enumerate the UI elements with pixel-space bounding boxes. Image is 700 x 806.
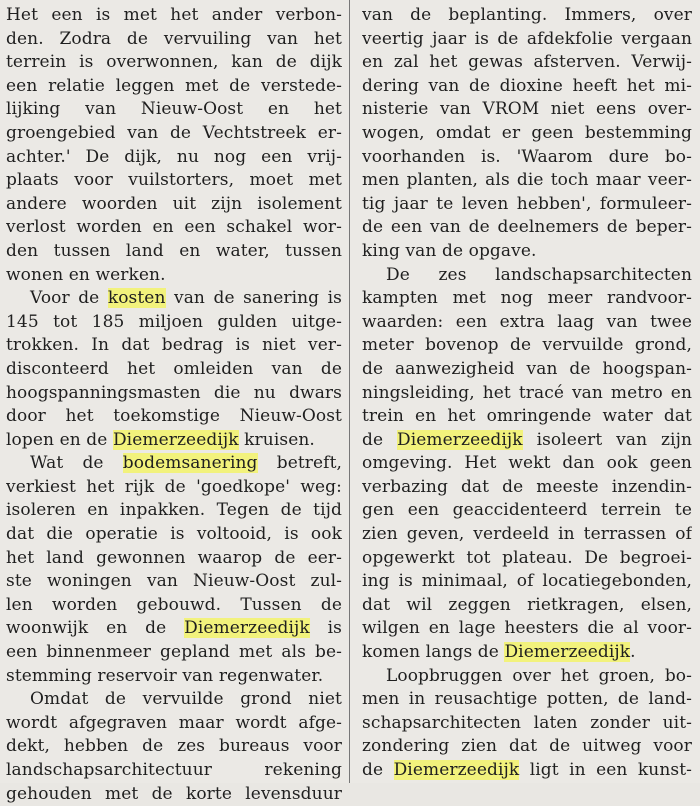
text-line: ing is minimaal, of locatiegebonden,: [362, 571, 692, 592]
text-line: en zal het gewas afsterven. Verwij-: [362, 52, 692, 73]
text-line: trokken. In dat bedrag is niet ver-: [6, 335, 342, 356]
text-line: [6, 617, 342, 641]
text-line: verbazing dat de meeste inzendin-: [362, 476, 692, 497]
text-line: landschapsarchitectuur rekening: [6, 760, 342, 780]
text-line: dat die operatie is voltooid, is ook: [6, 524, 342, 545]
text-line: de een van de deelnemers de beper-: [362, 217, 692, 238]
text-line: Loopbruggen over het groen, bo-: [386, 665, 692, 686]
text-segment: is: [309, 618, 342, 639]
text-line: veertig jaar is de afdekfolie vergaan: [362, 28, 692, 49]
highlighted-term: Diemerzeedijk: [397, 429, 523, 450]
text-segment: komen langs de: [362, 642, 505, 663]
text-segment: Voor de: [30, 288, 108, 309]
text-segment: isoleert van zijn: [522, 429, 692, 450]
text-line: [6, 429, 342, 453]
left-column: [6, 4, 342, 806]
text-line: wilgen en lage heesters die al voor-: [362, 618, 692, 639]
text-line: [362, 759, 692, 783]
text-line: door het toekomstige Nieuw-Oost: [6, 406, 342, 427]
text-line: isoleren en inpakken. Tegen de tijd: [6, 500, 342, 521]
text-line: kampten met nog meer randvoor-: [362, 288, 692, 309]
text-line: disconteerd het omleiden van de: [6, 358, 342, 379]
text-line: plaats voor vuilstorters, moet met: [6, 170, 342, 191]
text-line: dat wil zeggen rietkragen, elsen,: [362, 594, 692, 615]
text-line: voorhanden is. 'Waarom dure bo-: [362, 146, 692, 167]
text-line: gehouden met de korte levensduur: [6, 783, 342, 804]
text-line: opgewerkt tot plateau. De begroei-: [362, 547, 692, 568]
text-line: [362, 429, 692, 453]
text-line: meter bovenop de vervuilde grond,: [362, 335, 692, 356]
text-line: terrein is overwonnen, kan de dijk: [6, 52, 342, 73]
text-line: [362, 641, 692, 665]
text-line: schapsarchitecten laten zonder uit-: [362, 712, 692, 733]
text-line: omgeving. Het wekt dan ook geen: [362, 453, 692, 474]
text-line: len worden gebouwd. Tussen de: [6, 594, 342, 615]
text-line: gen een geaccidenteerd terrein te: [362, 500, 692, 521]
text-line: nisterie van VROM niet eens over-: [362, 99, 692, 120]
text-line: groengebied van de Vechtstreek er-: [6, 122, 342, 143]
text-line: [6, 452, 342, 476]
text-segment: woonwijk en de: [6, 618, 185, 639]
text-line: wordt afgegraven maar wordt afge-: [6, 712, 342, 733]
text-line: trein en het omringende water dat: [362, 406, 692, 427]
text-line: 145 tot 185 miljoen gulden uitge-: [6, 311, 342, 332]
text-line: men in reusachtige potten, de land-: [362, 689, 692, 710]
highlighted-term: Diemerzeedijk: [112, 429, 239, 450]
text-segment: betreft,: [257, 453, 342, 474]
text-segment: de: [362, 429, 397, 450]
text-line: een binnenmeer gepland met als be-: [6, 642, 342, 663]
right-column: [362, 4, 692, 783]
text-line: verkiest het rijk de 'goedkope' weg:: [6, 476, 342, 497]
text-line: een relatie leggen met de verstede-: [6, 75, 342, 96]
text-line: den tussen land en water, tussen: [6, 240, 342, 261]
text-line: andere woorden uit zijn isolement: [6, 193, 342, 214]
text-segment: van de sanering is: [165, 288, 342, 309]
text-line: De zes landschapsarchitecten: [386, 264, 692, 285]
highlighted-term: Diemerzeedijk: [393, 760, 520, 780]
text-line: wonen en werken.: [6, 264, 166, 285]
text-line: hoogspanningsmasten die nu dwars: [6, 382, 342, 403]
text-line: achter.' De dijk, nu nog een vrij-: [6, 146, 342, 167]
text-line: het land gewonnen waarop de eer-: [6, 547, 342, 568]
text-line: lijking van Nieuw-Oost en het: [6, 99, 342, 120]
text-line: stemming reservoir van regenwater.: [6, 665, 324, 686]
text-line: dering van de dioxine heeft het mi-: [362, 75, 692, 96]
highlighted-term: Diemerzeedijk: [504, 642, 631, 663]
text-line: king van de opgave.: [362, 240, 537, 261]
text-line: Omdat de vervuilde grond niet: [30, 689, 342, 710]
text-segment: kruisen.: [238, 429, 315, 450]
text-line: ningsleiding, het tracé van metro en: [362, 382, 692, 403]
text-segment: .: [630, 642, 636, 663]
text-line: zondering zien dat de uitweg voor: [362, 736, 692, 757]
text-line: verlost worden en een schakel wor-: [6, 217, 342, 238]
text-line: den. Zodra de vervuiling van het: [6, 28, 342, 49]
text-segment: de: [362, 760, 394, 780]
text-line: men planten, als die toch maar veer-: [362, 170, 692, 191]
text-segment: ligt in een kunst-: [519, 760, 692, 780]
text-line: wogen, omdat er geen bestemming: [362, 122, 692, 143]
text-line: tig jaar te leven hebben', formuleer-: [362, 193, 692, 214]
text-line: Het een is met het ander verbon-: [6, 5, 342, 25]
highlighted-term: Diemerzeedijk: [184, 618, 310, 639]
text-segment: lopen en de: [6, 429, 113, 450]
text-line: zien geven, verdeeld in terrassen of: [362, 524, 692, 545]
text-line: [6, 287, 342, 311]
text-line: van de beplanting. Immers, over: [362, 5, 692, 25]
text-line: waarden: een extra laag van twee: [362, 311, 692, 332]
highlighted-term: bodemsanering: [122, 453, 258, 474]
text-line: ste woningen van Nieuw-Oost zul-: [6, 571, 342, 592]
column-divider: [349, 0, 350, 783]
highlighted-term: kosten: [107, 288, 166, 309]
text-line: de aanwezigheid van de hoogspan-: [362, 358, 692, 379]
text-line: dekt, hebben de zes bureaus voor: [6, 736, 342, 757]
text-segment: Wat de: [30, 453, 123, 474]
